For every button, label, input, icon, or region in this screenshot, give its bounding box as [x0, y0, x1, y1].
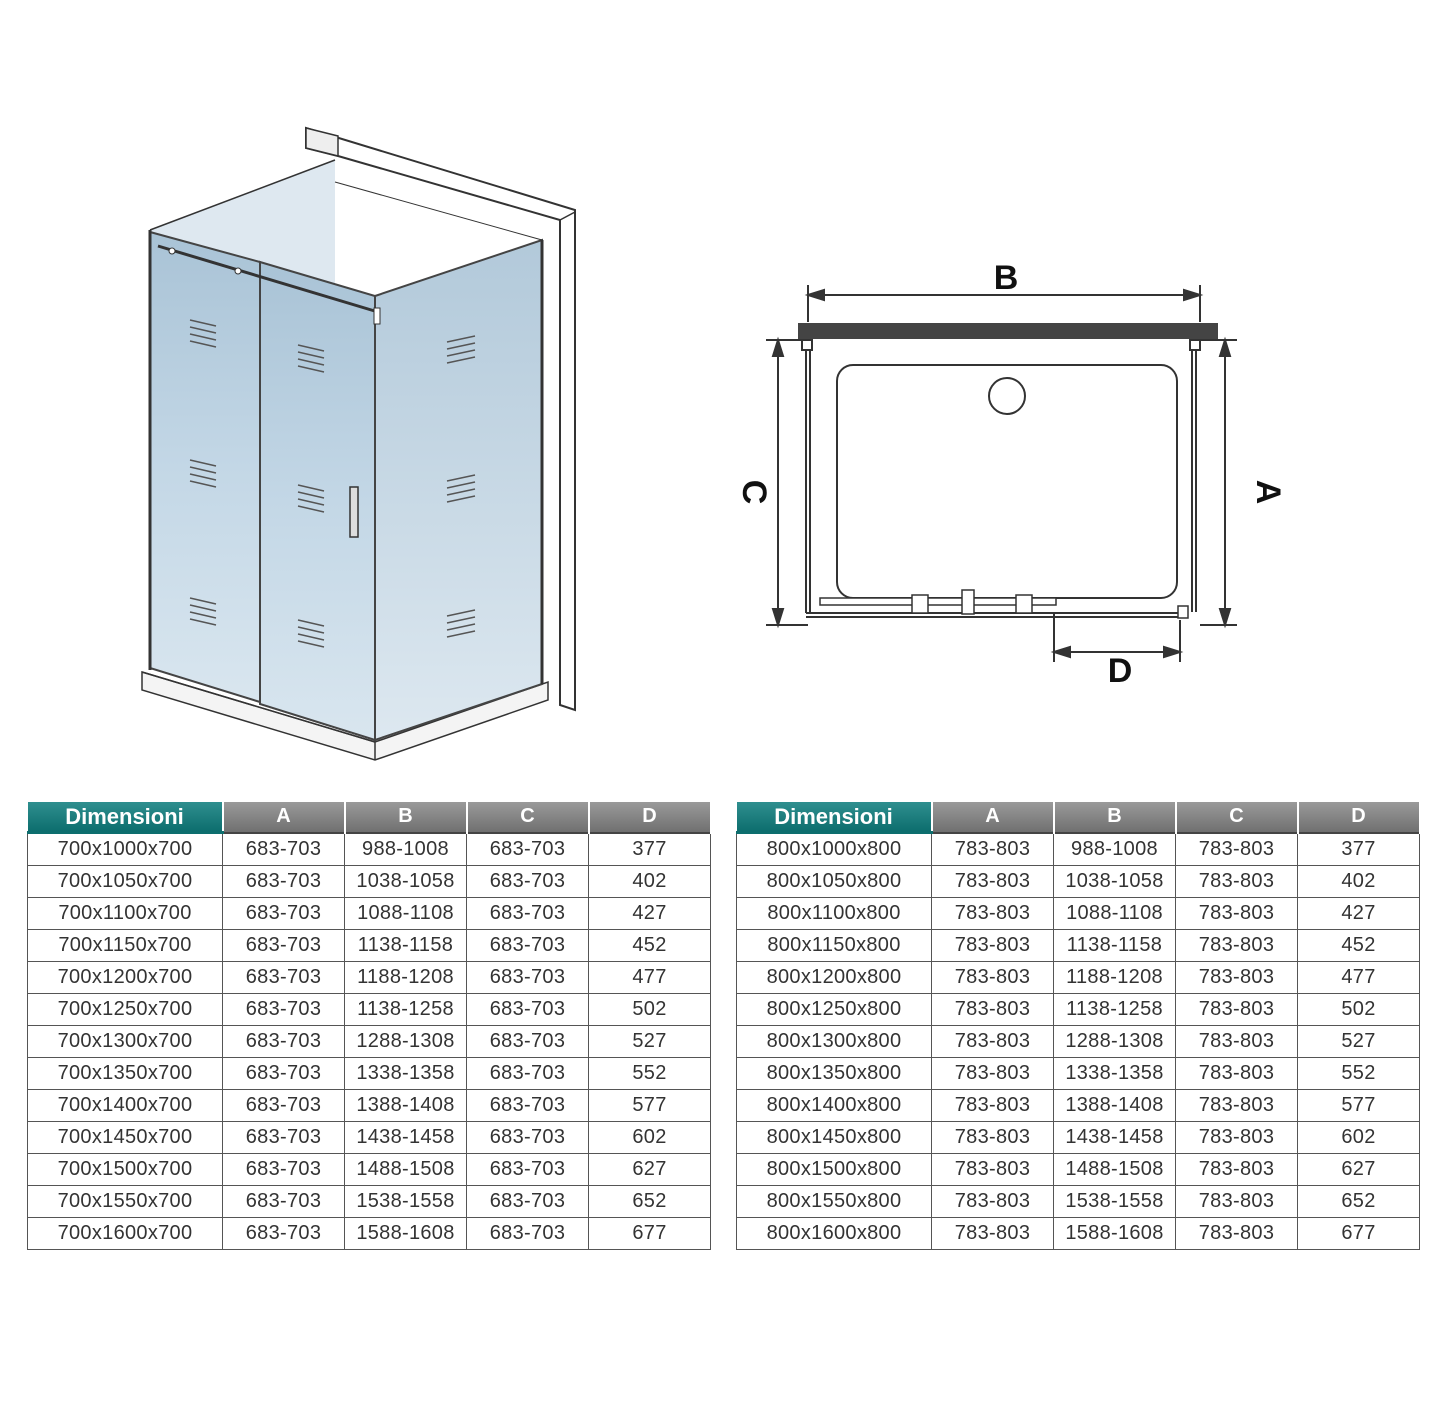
- a-cell: 683-703: [223, 898, 345, 930]
- header-c: C: [1176, 802, 1298, 833]
- c-cell: 683-703: [467, 1058, 589, 1090]
- d-cell: 377: [589, 833, 711, 866]
- d-cell: 602: [589, 1122, 711, 1154]
- header-dimensioni: Dimensioni: [737, 802, 932, 833]
- d-cell: 477: [1298, 962, 1420, 994]
- a-cell: 683-703: [223, 994, 345, 1026]
- c-cell: 783-803: [1176, 1090, 1298, 1122]
- b-cell: 1538-1558: [345, 1186, 467, 1218]
- dimensions-cell: 700x1600x700: [28, 1218, 223, 1250]
- b-cell: 1288-1308: [345, 1026, 467, 1058]
- table-row: [737, 866, 1420, 898]
- d-cell: 377: [1298, 833, 1420, 866]
- dimensions-cell: 800x1150x800: [737, 930, 932, 962]
- table-row: [737, 1090, 1420, 1122]
- dimensions-cell: 700x1000x700: [28, 833, 223, 866]
- dimensions-cell: 700x1150x700: [28, 930, 223, 962]
- d-cell: 402: [589, 866, 711, 898]
- d-cell: 527: [1298, 1026, 1420, 1058]
- b-cell: 1588-1608: [345, 1218, 467, 1250]
- b-cell: 1138-1158: [1054, 930, 1176, 962]
- table-header-row: [28, 802, 711, 833]
- c-cell: 783-803: [1176, 1186, 1298, 1218]
- dimension-b-label: B: [993, 259, 1019, 297]
- dimension-a-arrow: [1200, 340, 1237, 625]
- d-cell: 627: [589, 1154, 711, 1186]
- dimensions-table-700: [27, 802, 712, 1250]
- dimensions-cell: 700x1500x700: [28, 1154, 223, 1186]
- b-cell: 988-1008: [345, 833, 467, 866]
- table-header-row: [737, 802, 1420, 833]
- c-cell: 783-803: [1176, 866, 1298, 898]
- door-handle: [350, 487, 358, 537]
- b-cell: 1488-1508: [345, 1154, 467, 1186]
- c-cell: 783-803: [1176, 898, 1298, 930]
- dimensions-cell: 800x1200x800: [737, 962, 932, 994]
- dimension-d-label: D: [1107, 652, 1133, 690]
- a-cell: 783-803: [932, 994, 1054, 1026]
- c-cell: 683-703: [467, 994, 589, 1026]
- b-cell: 1088-1108: [1054, 898, 1176, 930]
- table-row: [28, 1122, 711, 1154]
- c-cell: 783-803: [1176, 1026, 1298, 1058]
- d-cell: 427: [589, 898, 711, 930]
- c-cell: 683-703: [467, 1154, 589, 1186]
- a-cell: 683-703: [223, 1026, 345, 1058]
- d-cell: 402: [1298, 866, 1420, 898]
- c-cell: 683-703: [467, 833, 589, 866]
- b-cell: 1438-1458: [1054, 1122, 1176, 1154]
- b-cell: 1038-1058: [345, 866, 467, 898]
- c-cell: 683-703: [467, 962, 589, 994]
- table-row: [737, 898, 1420, 930]
- b-cell: 988-1008: [1054, 833, 1176, 866]
- c-cell: 683-703: [467, 1026, 589, 1058]
- dimensions-cell: 800x1600x800: [737, 1218, 932, 1250]
- c-cell: 683-703: [467, 1090, 589, 1122]
- d-cell: 577: [1298, 1090, 1420, 1122]
- table-row: [737, 930, 1420, 962]
- dimensions-cell: 700x1450x700: [28, 1122, 223, 1154]
- d-cell: 477: [589, 962, 711, 994]
- table-row: [737, 1218, 1420, 1250]
- c-cell: 683-703: [467, 930, 589, 962]
- table-row: [28, 1186, 711, 1218]
- table-row: [737, 994, 1420, 1026]
- dimension-a-label: A: [1249, 479, 1287, 505]
- d-cell: 652: [589, 1186, 711, 1218]
- a-cell: 683-703: [223, 962, 345, 994]
- c-cell: 783-803: [1176, 1122, 1298, 1154]
- b-cell: 1188-1208: [345, 962, 467, 994]
- b-cell: 1488-1508: [1054, 1154, 1176, 1186]
- c-cell: 783-803: [1176, 1058, 1298, 1090]
- d-cell: 502: [589, 994, 711, 1026]
- a-cell: 783-803: [932, 1122, 1054, 1154]
- c-cell: 783-803: [1176, 930, 1298, 962]
- c-cell: 783-803: [1176, 1218, 1298, 1250]
- c-cell: 683-703: [467, 1122, 589, 1154]
- dimensions-cell: 700x1050x700: [28, 866, 223, 898]
- header-dimensioni: Dimensioni: [28, 802, 223, 833]
- a-cell: 683-703: [223, 1154, 345, 1186]
- a-cell: 683-703: [223, 1218, 345, 1250]
- b-cell: 1338-1358: [1054, 1058, 1176, 1090]
- a-cell: 683-703: [223, 1090, 345, 1122]
- b-cell: 1388-1408: [345, 1090, 467, 1122]
- dimensions-cell: 800x1350x800: [737, 1058, 932, 1090]
- table-row: [737, 962, 1420, 994]
- a-cell: 783-803: [932, 833, 1054, 866]
- header-a: A: [223, 802, 345, 833]
- shower-enclosure-illustration: [130, 120, 600, 770]
- c-cell: 683-703: [467, 898, 589, 930]
- table-row: [737, 1122, 1420, 1154]
- dimensions-cell: 800x1050x800: [737, 866, 932, 898]
- dimensions-cell: 700x1350x700: [28, 1058, 223, 1090]
- a-cell: 783-803: [932, 1154, 1054, 1186]
- a-cell: 683-703: [223, 1122, 345, 1154]
- d-cell: 527: [589, 1026, 711, 1058]
- d-cell: 577: [589, 1090, 711, 1122]
- table-row: [737, 1026, 1420, 1058]
- b-cell: 1188-1208: [1054, 962, 1176, 994]
- header-d: D: [589, 802, 711, 833]
- c-cell: 683-703: [467, 866, 589, 898]
- dimensions-cell: 800x1100x800: [737, 898, 932, 930]
- dimensions-cell: 800x1500x800: [737, 1154, 932, 1186]
- c-cell: 783-803: [1176, 962, 1298, 994]
- d-cell: 677: [1298, 1218, 1420, 1250]
- b-cell: 1038-1058: [1054, 866, 1176, 898]
- sliding-door: [260, 262, 375, 740]
- dimensions-cell: 700x1250x700: [28, 994, 223, 1026]
- drain-icon: [989, 378, 1025, 414]
- table-row: [28, 866, 711, 898]
- a-cell: 783-803: [932, 1218, 1054, 1250]
- dimensions-cell: 700x1100x700: [28, 898, 223, 930]
- d-cell: 652: [1298, 1186, 1420, 1218]
- d-cell: 552: [1298, 1058, 1420, 1090]
- table-row: [28, 898, 711, 930]
- table-row: [737, 1154, 1420, 1186]
- c-cell: 783-803: [1176, 1154, 1298, 1186]
- plan-view-diagram: [730, 250, 1290, 700]
- dimensions-cell: 700x1550x700: [28, 1186, 223, 1218]
- c-cell: 783-803: [1176, 833, 1298, 866]
- a-cell: 783-803: [932, 1186, 1054, 1218]
- a-cell: 783-803: [932, 1090, 1054, 1122]
- table-row: [28, 1090, 711, 1122]
- b-cell: 1288-1308: [1054, 1026, 1176, 1058]
- d-cell: 552: [589, 1058, 711, 1090]
- dimensions-cell: 700x1400x700: [28, 1090, 223, 1122]
- a-cell: 683-703: [223, 930, 345, 962]
- dimensions-cell: 800x1300x800: [737, 1026, 932, 1058]
- table-row: [28, 1058, 711, 1090]
- a-cell: 683-703: [223, 1058, 345, 1090]
- table-row: [28, 1218, 711, 1250]
- b-cell: 1138-1258: [1054, 994, 1176, 1026]
- side-panel: [375, 240, 542, 740]
- b-cell: 1138-1258: [345, 994, 467, 1026]
- header-b: B: [345, 802, 467, 833]
- table-row: [28, 962, 711, 994]
- dimensions-cell: 800x1550x800: [737, 1186, 932, 1218]
- b-cell: 1388-1408: [1054, 1090, 1176, 1122]
- b-cell: 1538-1558: [1054, 1186, 1176, 1218]
- b-cell: 1588-1608: [1054, 1218, 1176, 1250]
- header-d: D: [1298, 802, 1420, 833]
- a-cell: 683-703: [223, 1186, 345, 1218]
- d-cell: 677: [589, 1218, 711, 1250]
- dimensions-cell: 800x1250x800: [737, 994, 932, 1026]
- header-a: A: [932, 802, 1054, 833]
- d-cell: 627: [1298, 1154, 1420, 1186]
- dimensions-table-800: [736, 802, 1421, 1250]
- dimension-c-label: C: [735, 479, 773, 505]
- table-row: [28, 833, 711, 866]
- b-cell: 1338-1358: [345, 1058, 467, 1090]
- a-cell: 783-803: [932, 898, 1054, 930]
- d-cell: 602: [1298, 1122, 1420, 1154]
- dimensions-cell: 700x1300x700: [28, 1026, 223, 1058]
- table-row: [28, 1026, 711, 1058]
- d-cell: 427: [1298, 898, 1420, 930]
- header-c: C: [467, 802, 589, 833]
- b-cell: 1138-1158: [345, 930, 467, 962]
- header-b: B: [1054, 802, 1176, 833]
- table-row: [28, 1154, 711, 1186]
- table-row: [737, 833, 1420, 866]
- c-cell: 683-703: [467, 1218, 589, 1250]
- a-cell: 783-803: [932, 1026, 1054, 1058]
- a-cell: 683-703: [223, 866, 345, 898]
- b-cell: 1438-1458: [345, 1122, 467, 1154]
- table-row: [737, 1186, 1420, 1218]
- a-cell: 783-803: [932, 930, 1054, 962]
- dimensions-cell: 800x1000x800: [737, 833, 932, 866]
- b-cell: 1088-1108: [345, 898, 467, 930]
- table-row: [737, 1058, 1420, 1090]
- dimensions-cell: 700x1200x700: [28, 962, 223, 994]
- c-cell: 783-803: [1176, 994, 1298, 1026]
- dimensions-cell: 800x1450x800: [737, 1122, 932, 1154]
- d-cell: 502: [1298, 994, 1420, 1026]
- wall-bar: [798, 323, 1218, 339]
- a-cell: 783-803: [932, 1058, 1054, 1090]
- dimensions-cell: 800x1400x800: [737, 1090, 932, 1122]
- a-cell: 783-803: [932, 962, 1054, 994]
- a-cell: 783-803: [932, 866, 1054, 898]
- front-fixed-panel: [150, 232, 260, 702]
- c-cell: 683-703: [467, 1186, 589, 1218]
- table-row: [28, 994, 711, 1026]
- d-cell: 452: [589, 930, 711, 962]
- a-cell: 683-703: [223, 833, 345, 866]
- table-row: [28, 930, 711, 962]
- d-cell: 452: [1298, 930, 1420, 962]
